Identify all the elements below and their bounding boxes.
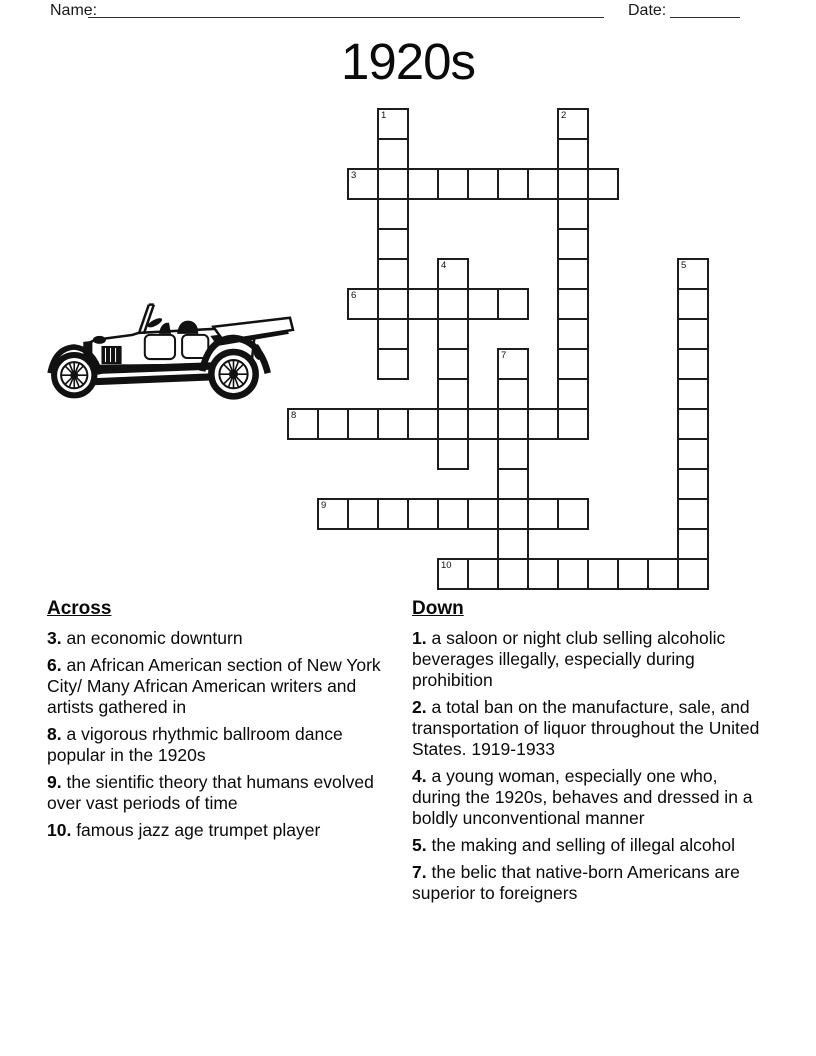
clue-number: 8. — [47, 724, 62, 744]
grid-cell-c5-r13[interactable] — [437, 498, 469, 530]
grid-cell-c6-r6[interactable] — [467, 288, 499, 320]
clue-text: an African American section of New York City/ Many African American writers and artists gathered in — [47, 655, 381, 717]
across-clue-list — [47, 628, 385, 841]
vintage-car-illustration — [44, 301, 296, 403]
cell-number-10: 10 — [441, 560, 452, 571]
clue-text: a young woman, especially one who, during the 1920s, behaves and dressed in a boldly unconventional manner — [412, 766, 753, 828]
down-clue-7 — [412, 862, 760, 904]
down-clue-2 — [412, 697, 760, 760]
grid-cell-c9-r4[interactable] — [557, 228, 589, 260]
clue-text: a saloon or night club selling alcoholic beverages illegally, especially during prohibition — [412, 628, 726, 690]
grid-cell-c13-r15[interactable] — [677, 558, 709, 590]
cell-number-7: 7 — [501, 350, 507, 361]
grid-cell-c3-r8[interactable] — [377, 348, 409, 380]
grid-cell-c9-r13[interactable] — [557, 498, 589, 530]
clue-number: 3. — [47, 628, 62, 648]
grid-cell-c10-r15[interactable] — [587, 558, 619, 590]
grid-cell-c3-r2[interactable] — [377, 168, 409, 200]
grid-cell-c9-r5[interactable] — [557, 258, 589, 290]
grid-cell-c3-r13[interactable] — [377, 498, 409, 530]
grid-cell-c9-r0[interactable] — [557, 108, 589, 140]
grid-cell-c1-r10[interactable] — [317, 408, 349, 440]
clue-number: 6. — [47, 655, 62, 675]
grid-cell-c13-r10[interactable] — [677, 408, 709, 440]
grid-cell-c3-r4[interactable] — [377, 228, 409, 260]
grid-cell-c3-r10[interactable] — [377, 408, 409, 440]
grid-cell-c7-r14[interactable] — [497, 528, 529, 560]
grid-cell-c7-r8[interactable] — [497, 348, 529, 380]
grid-cell-c13-r13[interactable] — [677, 498, 709, 530]
down-clue-1 — [412, 628, 760, 691]
clue-number: 5. — [412, 835, 427, 855]
clue-number: 4. — [412, 766, 427, 786]
grid-cell-c0-r10[interactable] — [287, 408, 319, 440]
grid-cell-c3-r3[interactable] — [377, 198, 409, 230]
grid-cell-c11-r15[interactable] — [617, 558, 649, 590]
grid-cell-c9-r10[interactable] — [557, 408, 589, 440]
clue-number: 7. — [412, 862, 427, 882]
cell-number-4: 4 — [441, 260, 447, 271]
grid-cell-c7-r9[interactable] — [497, 378, 529, 410]
grid-cell-c13-r7[interactable] — [677, 318, 709, 350]
grid-cell-c5-r15[interactable] — [437, 558, 469, 590]
grid-cell-c12-r15[interactable] — [647, 558, 679, 590]
clue-text: a total ban on the manufacture, sale, and transportation of liquor throughout the United States. 1919-1933 — [412, 697, 760, 759]
page-title: 1920s — [341, 33, 475, 90]
grid-cell-c5-r9[interactable] — [437, 378, 469, 410]
grid-cell-c7-r15[interactable] — [497, 558, 529, 590]
grid-cell-c13-r5[interactable] — [677, 258, 709, 290]
cell-number-9: 9 — [321, 500, 327, 511]
grid-cell-c13-r11[interactable] — [677, 438, 709, 470]
down-clue-4 — [412, 766, 760, 829]
grid-cell-c7-r6[interactable] — [497, 288, 529, 320]
grid-cell-c13-r12[interactable] — [677, 468, 709, 500]
grid-cell-c6-r2[interactable] — [467, 168, 499, 200]
name-input-line[interactable] — [88, 2, 604, 18]
grid-cell-c7-r13[interactable] — [497, 498, 529, 530]
grid-cell-c9-r3[interactable] — [557, 198, 589, 230]
clue-number: 10. — [47, 820, 72, 840]
grid-cell-c5-r8[interactable] — [437, 348, 469, 380]
grid-cell-c2-r6[interactable] — [347, 288, 379, 320]
cell-number-1: 1 — [381, 110, 387, 121]
grid-cell-c5-r2[interactable] — [437, 168, 469, 200]
grid-cell-c4-r10[interactable] — [407, 408, 439, 440]
grid-cell-c7-r10[interactable] — [497, 408, 529, 440]
clue-text: the belic that native-born Americans are superior to foreigners — [412, 862, 740, 903]
cell-number-3: 3 — [351, 170, 357, 181]
clue-number: 1. — [412, 628, 427, 648]
grid-cell-c2-r10[interactable] — [347, 408, 379, 440]
grid-cell-c5-r6[interactable] — [437, 288, 469, 320]
grid-cell-c9-r7[interactable] — [557, 318, 589, 350]
grid-cell-c13-r14[interactable] — [677, 528, 709, 560]
grid-cell-c3-r6[interactable] — [377, 288, 409, 320]
date-input-line[interactable] — [670, 2, 740, 18]
grid-cell-c2-r2[interactable] — [347, 168, 379, 200]
grid-cell-c9-r9[interactable] — [557, 378, 589, 410]
grid-cell-c3-r0[interactable] — [377, 108, 409, 140]
grid-cell-c1-r13[interactable] — [317, 498, 349, 530]
grid-cell-c8-r2[interactable] — [527, 168, 559, 200]
down-clues-section — [412, 598, 760, 910]
clue-number: 9. — [47, 772, 62, 792]
clue-text: an economic downturn — [61, 628, 243, 648]
grid-cell-c10-r2[interactable] — [587, 168, 619, 200]
clue-number: 2. — [412, 697, 427, 717]
grid-cell-c9-r1[interactable] — [557, 138, 589, 170]
cell-number-2: 2 — [561, 110, 567, 121]
grid-cell-c4-r2[interactable] — [407, 168, 439, 200]
across-clue-8 — [47, 724, 385, 766]
grid-cell-c13-r6[interactable] — [677, 288, 709, 320]
grid-cell-c13-r9[interactable] — [677, 378, 709, 410]
grid-cell-c8-r10[interactable] — [527, 408, 559, 440]
grid-cell-c9-r15[interactable] — [557, 558, 589, 590]
grid-cell-c6-r15[interactable] — [467, 558, 499, 590]
cell-number-5: 5 — [681, 260, 687, 271]
grid-cell-c7-r2[interactable] — [497, 168, 529, 200]
cell-number-6: 6 — [351, 290, 357, 301]
grid-cell-c5-r10[interactable] — [437, 408, 469, 440]
grid-cell-c5-r11[interactable] — [437, 438, 469, 470]
clue-text: a vigorous rhythmic ballroom dance popular in the 1920s — [47, 724, 343, 765]
name-label: Name: — [50, 2, 98, 19]
clue-text: the sientific theory that humans evolved over vast periods of time — [47, 772, 374, 813]
grid-cell-c2-r13[interactable] — [347, 498, 379, 530]
grid-cell-c8-r15[interactable] — [527, 558, 559, 590]
grid-cell-c4-r13[interactable] — [407, 498, 439, 530]
grid-cell-c5-r7[interactable] — [437, 318, 469, 350]
across-clue-3 — [47, 628, 385, 649]
date-label: Date: — [628, 2, 667, 19]
clue-text: the making and selling of illegal alcohol — [426, 835, 735, 855]
grid-cell-c9-r8[interactable] — [557, 348, 589, 380]
grid-cell-c7-r12[interactable] — [497, 468, 529, 500]
grid-cell-c9-r6[interactable] — [557, 288, 589, 320]
grid-cell-c4-r6[interactable] — [407, 288, 439, 320]
grid-cell-c6-r10[interactable] — [467, 408, 499, 440]
grid-cell-c8-r13[interactable] — [527, 498, 559, 530]
across-clues-section — [47, 598, 385, 847]
down-heading: Down — [412, 598, 464, 619]
grid-cell-c13-r8[interactable] — [677, 348, 709, 380]
across-clue-6 — [47, 655, 385, 718]
across-clue-10 — [47, 820, 385, 841]
grid-cell-c3-r7[interactable] — [377, 318, 409, 350]
vintage-car-svg — [44, 301, 296, 403]
down-clue-5 — [412, 835, 760, 856]
grid-cell-c3-r1[interactable] — [377, 138, 409, 170]
across-clue-9 — [47, 772, 385, 814]
across-heading: Across — [47, 598, 112, 619]
grid-cell-c9-r2[interactable] — [557, 168, 589, 200]
clue-text: famous jazz age trumpet player — [71, 820, 321, 840]
cell-number-8: 8 — [291, 410, 297, 421]
grid-cell-c3-r5[interactable] — [377, 258, 409, 290]
grid-cell-c5-r5[interactable] — [437, 258, 469, 290]
grid-cell-c6-r13[interactable] — [467, 498, 499, 530]
grid-cell-c7-r11[interactable] — [497, 438, 529, 470]
down-clue-list — [412, 628, 760, 904]
